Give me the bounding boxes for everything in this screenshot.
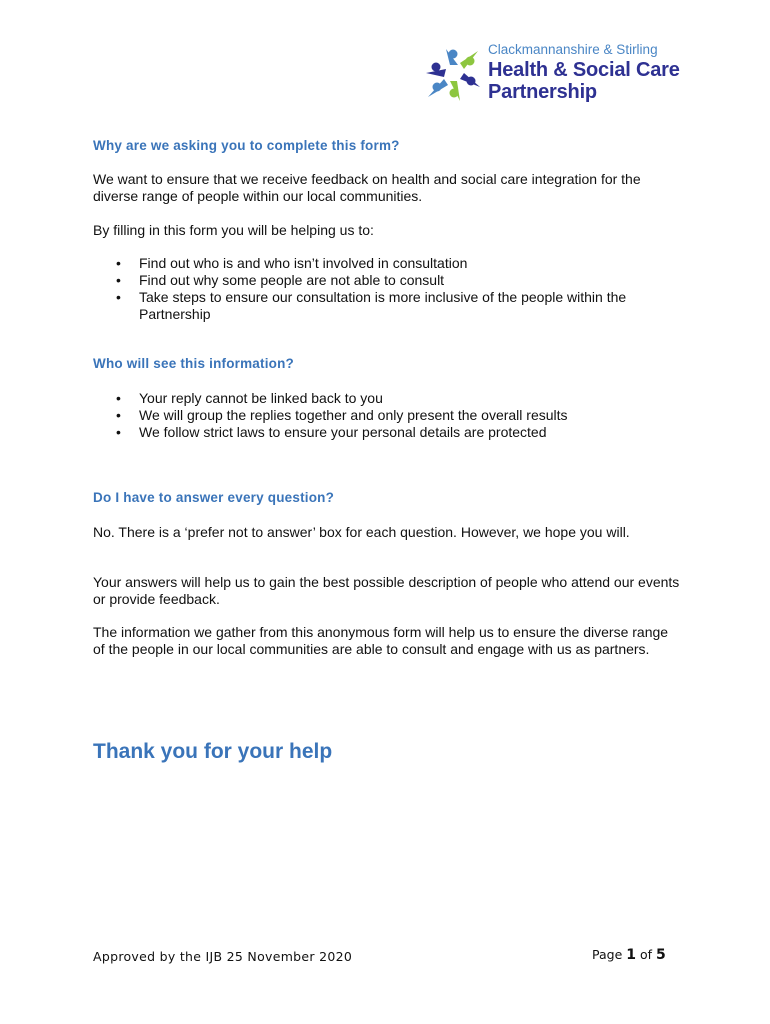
page-current: 1 — [626, 947, 636, 963]
logo-line-1: Clackmannanshire & Stirling — [488, 42, 658, 57]
list-item: • We follow strict laws to ensure your personal details are protected — [93, 424, 673, 441]
partnership-logo — [424, 42, 684, 102]
paragraph-your-answers: Your answers will help us to gain the best possible description of people who attend our events or provide feedback. — [93, 574, 680, 607]
list-item: • Find out why some people are not able to consult — [93, 272, 673, 289]
helping-us-list — [93, 255, 673, 323]
list-item: • Your reply cannot be linked back to you — [93, 390, 673, 407]
of-label: of — [639, 947, 653, 962]
logo-line-3: Partnership — [488, 81, 597, 103]
paragraph-helping-us: By filling in this form you will be helping us to: — [93, 222, 374, 238]
list-item: • Find out who is and who isn’t involved in consultation — [93, 255, 673, 272]
page-total: 5 — [656, 947, 666, 963]
section-heading-why: Why are we asking you to complete this form? — [93, 138, 400, 153]
paragraph-prefer-not: No. There is a ‘prefer not to answer’ box for each question. However, we hope you will. — [93, 524, 630, 540]
closing-thank-you: Thank you for your help — [93, 740, 333, 763]
paragraph-information-gather: The information we gather from this anonymous form will help us to ensure the diverse range of the people in our local communities are able to consult and engage with us as partners. — [93, 624, 669, 657]
footer-approval: Approved by the IJB 25 November 2020 — [93, 949, 353, 964]
section-heading-answer-every: Do I have to answer every question? — [93, 490, 335, 505]
list-item: • We will group the replies together and only present the overall results — [93, 407, 673, 424]
who-sees-list — [93, 390, 673, 441]
paragraph-purpose: We want to ensure that we receive feedback on health and social care integration for the diverse range of people within our local communities. — [93, 171, 641, 204]
footer-page-number — [592, 947, 666, 963]
list-item: • Take steps to ensure our consultation is more inclusive of the people within the Partnership — [93, 289, 673, 323]
section-heading-who-sees: Who will see this information? — [93, 356, 295, 371]
logo-line-2: Health & Social Care — [488, 59, 680, 81]
people-circle-logo-icon — [424, 45, 482, 103]
page-label: Page — [592, 947, 623, 962]
